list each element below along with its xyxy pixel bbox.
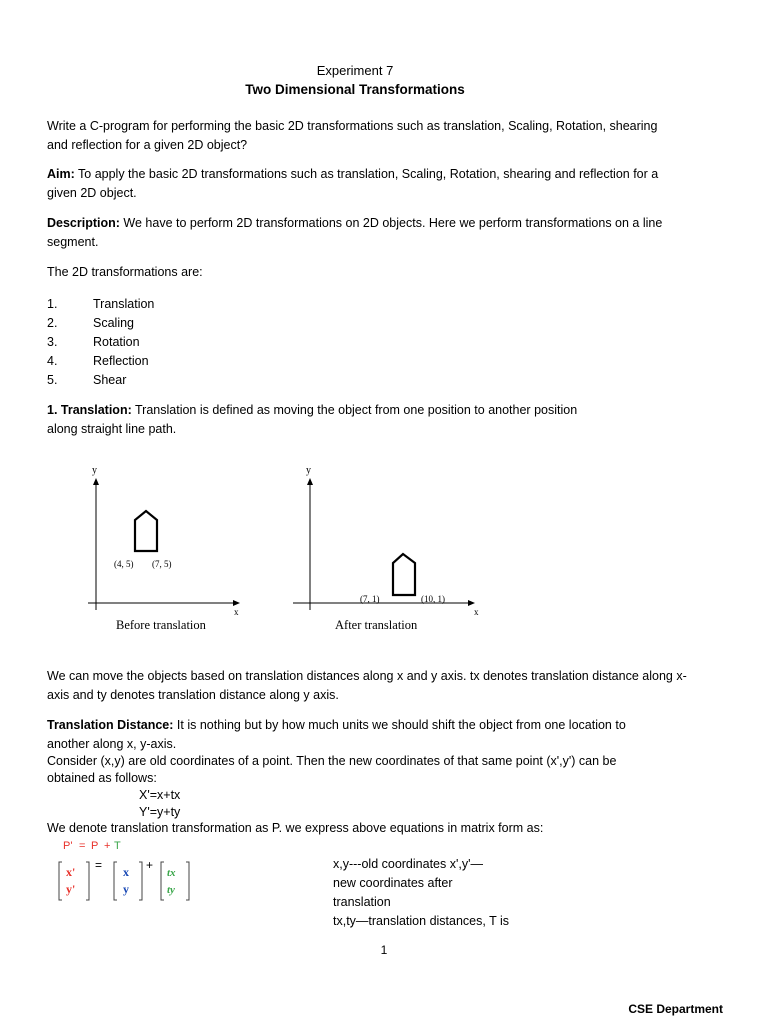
aim-label: Aim: bbox=[47, 167, 75, 181]
right-y-label: y bbox=[306, 465, 311, 476]
lhs-y-prime: y' bbox=[66, 882, 76, 896]
left-point-2: (7, 5) bbox=[152, 559, 172, 569]
rhs-ty: ty bbox=[167, 884, 175, 896]
list-item: 2. Scaling bbox=[47, 316, 134, 330]
matrix-intro: We denote translation transformation as P. we express above equations in matrix form as: bbox=[47, 821, 544, 835]
aim-paragraph bbox=[47, 165, 677, 203]
description-text: We have to perform 2D transformations on 2D objects. Here we perform transformations on a line segment. bbox=[47, 216, 663, 249]
description-label: Description: bbox=[47, 216, 120, 230]
move-paragraph: We can move the objects based on translation distances along x and y axis. tx denotes translation distance along x-axis and ty denotes translation distance along y axis. bbox=[47, 669, 687, 702]
matrix-legend: x,y---old coordinates x',y'— new coordinates after translation tx,ty—translation distances, T is bbox=[333, 857, 510, 928]
lhs-x-prime: x' bbox=[66, 865, 76, 879]
footer-department: CSE Department bbox=[628, 1002, 723, 1016]
aim-text: To apply the basic 2D transformations such as translation, Scaling, Rotation, shearing and reflection for a given 2D object. bbox=[47, 167, 659, 200]
page-number: 1 bbox=[380, 943, 388, 957]
mid-y: y bbox=[123, 882, 129, 896]
left-x-label: x bbox=[234, 607, 239, 617]
experiment-label: Experiment 7 bbox=[316, 63, 394, 78]
left-y-label: y bbox=[92, 465, 97, 476]
description-paragraph bbox=[47, 214, 677, 252]
list-item: 3. Rotation bbox=[47, 335, 140, 349]
eq-plus: + bbox=[104, 840, 111, 852]
eq-p-prime: P' bbox=[63, 840, 73, 852]
eq-equals: = bbox=[79, 840, 86, 852]
list-item: 1. Translation bbox=[47, 297, 155, 311]
right-x-label: x bbox=[474, 607, 479, 617]
page-title: Two Dimensional Transformations bbox=[245, 82, 465, 97]
consider-paragraph: Consider (x,y) are old coordinates of a point. Then the new coordinates of that same point (x',y') can be obtained as follows: bbox=[47, 754, 617, 785]
list-item: 4. Reflection bbox=[47, 354, 149, 368]
matrix-plus: + bbox=[146, 858, 154, 872]
object-before bbox=[135, 511, 157, 551]
intro-paragraph: Write a C-program for performing the basic 2D transformations such as translation, Scaling, Rotation, shearing and reflection for a given 2D object? bbox=[47, 119, 658, 152]
list-intro: The 2D transformations are: bbox=[47, 265, 203, 279]
right-point-2: (10, 1) bbox=[421, 594, 445, 604]
matrix-equals: = bbox=[95, 858, 103, 872]
distance-label: Translation Distance: bbox=[47, 718, 174, 732]
translation-paragraph: 1. Translation: Translation is defined as moving the object from one position to another position along straight line path. bbox=[47, 403, 578, 436]
mid-x: x bbox=[123, 865, 129, 879]
rhs-tx: tx bbox=[167, 867, 176, 879]
list-item: 5. Shear bbox=[47, 373, 127, 387]
right-point-1: (7, 1) bbox=[360, 594, 380, 604]
matrix-equation bbox=[52, 836, 202, 906]
object-after bbox=[393, 554, 415, 595]
translation-figure bbox=[60, 455, 500, 645]
translation-label: 1. Translation: bbox=[47, 403, 132, 417]
left-caption: Before translation bbox=[116, 618, 206, 632]
right-caption: After translation bbox=[335, 618, 418, 632]
left-point-1: (4, 5) bbox=[114, 559, 134, 569]
distance-paragraph: Translation Distance: It is nothing but by how much units we should shift the object from one location to another along x, y-axis. bbox=[47, 718, 626, 751]
transformations-list bbox=[47, 295, 347, 390]
equation-y: Y'=y+ty bbox=[139, 805, 181, 819]
eq-t: T bbox=[114, 840, 121, 852]
eq-p: P bbox=[91, 840, 99, 852]
equation-x: X'=x+tx bbox=[139, 788, 181, 802]
